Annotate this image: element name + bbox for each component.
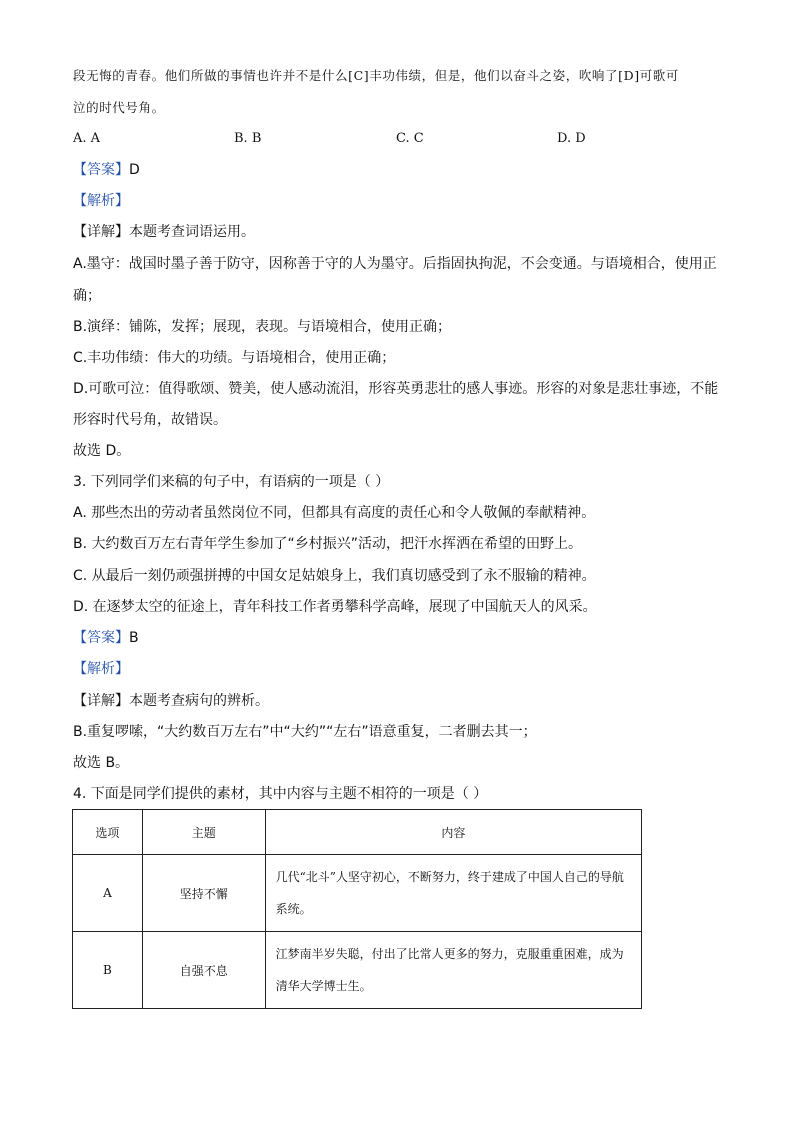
explain-line: 故选 D。 — [73, 443, 131, 459]
header-theme: 主题 — [142, 810, 265, 855]
option-b: B. B — [234, 131, 262, 146]
explain-line: 确； — [73, 288, 101, 304]
table-row — [73, 932, 642, 1009]
row-theme: 自强不息 — [142, 932, 265, 1009]
row-content: 江梦南半岁失聪，付出了比常人更多的努力，克服重重困难，成为清华大学博士生。 — [265, 932, 641, 1009]
answer-line — [73, 160, 140, 180]
material-table — [72, 809, 642, 1009]
option-b: B. 大约数百万左右青年学生参加了“乡村振兴”活动，把汗水挥洒在希望的田野上。 — [73, 536, 583, 552]
detail-text: 本题考查词语运用。 — [129, 224, 255, 240]
analysis-tag: 【解析】 — [73, 193, 129, 209]
row-theme: 坚持不懈 — [142, 855, 265, 932]
option-c: C. 从最后一刻仍顽强拼搏的中国女足姑娘身上，我们真切感受到了永不服输的精神。 — [73, 568, 596, 584]
answer-tag: 【答案】 — [73, 630, 129, 646]
explain-line: 形容时代号角，故错误。 — [73, 412, 227, 428]
analysis-tag: 【解析】 — [73, 661, 129, 677]
row-option: A — [73, 855, 143, 932]
detail-text: 本题考查病句的辨析。 — [129, 693, 269, 709]
header-option: 选项 — [73, 810, 143, 855]
row-option: B — [73, 932, 143, 1009]
row-content: 几代“北斗”人坚守初心，不断努力，终于建成了中国人自己的导航系统。 — [265, 855, 641, 932]
explain-line: A.墨守：战国时墨子善于防守，因称善于守的人为墨守。后指固执拘泥，不会变通。与语境相合，使用正 — [73, 256, 717, 272]
answer-value: D — [129, 162, 140, 178]
option-a: A. A — [73, 131, 101, 146]
explain-line: 故选 B。 — [73, 755, 130, 771]
header-content: 内容 — [265, 810, 641, 855]
answer-line — [73, 628, 139, 648]
table-row — [73, 855, 642, 932]
answer-value: B — [129, 630, 139, 646]
option-a: A. 那些杰出的劳动者虽然岗位不同，但都具有高度的责任心和令人敬佩的奉献精神。 — [73, 505, 596, 521]
detail-line — [73, 222, 255, 242]
table-header-row — [73, 810, 642, 855]
detail-tag: 【详解】 — [73, 224, 129, 240]
answer-tag: 【答案】 — [73, 162, 129, 178]
question-stem: 4. 下面是同学们提供的素材，其中内容与主题不相符的一项是（ ） — [73, 786, 488, 802]
explain-line: D.可歌可泣：值得歌颂、赞美，使人感动流泪，形容英勇悲壮的感人事迹。形容的对象是悲壮事迹，不能 — [73, 381, 719, 397]
passage-line: 段无悔的青春。他们所做的事情也许并不是什么[C]丰功伟绩，但是，他们以奋斗之姿，吹响了[D]可歌可 — [73, 68, 679, 83]
option-d: D. D — [557, 131, 586, 146]
option-c: C. C — [396, 131, 424, 146]
explain-line: B.演绎：铺陈，发挥；展现，表现。与语境相合，使用正确； — [73, 319, 452, 335]
detail-line — [73, 691, 269, 711]
explain-line: B.重复啰嗦，“大约数百万左右”中“大约”“左右”语意重复，二者删去其一； — [73, 724, 537, 740]
option-d: D. 在逐梦太空的征途上，青年科技工作者勇攀科学高峰，展现了中国航天人的风采。 — [73, 599, 597, 615]
question-stem: 3. 下列同学们来稿的句子中，有语病的一项是（ ） — [73, 474, 390, 490]
passage-line: 泣的时代号角。 — [73, 100, 165, 115]
detail-tag: 【详解】 — [73, 693, 129, 709]
explain-line: C.丰功伟绩：伟大的功绩。与语境相合，使用正确； — [73, 350, 396, 366]
